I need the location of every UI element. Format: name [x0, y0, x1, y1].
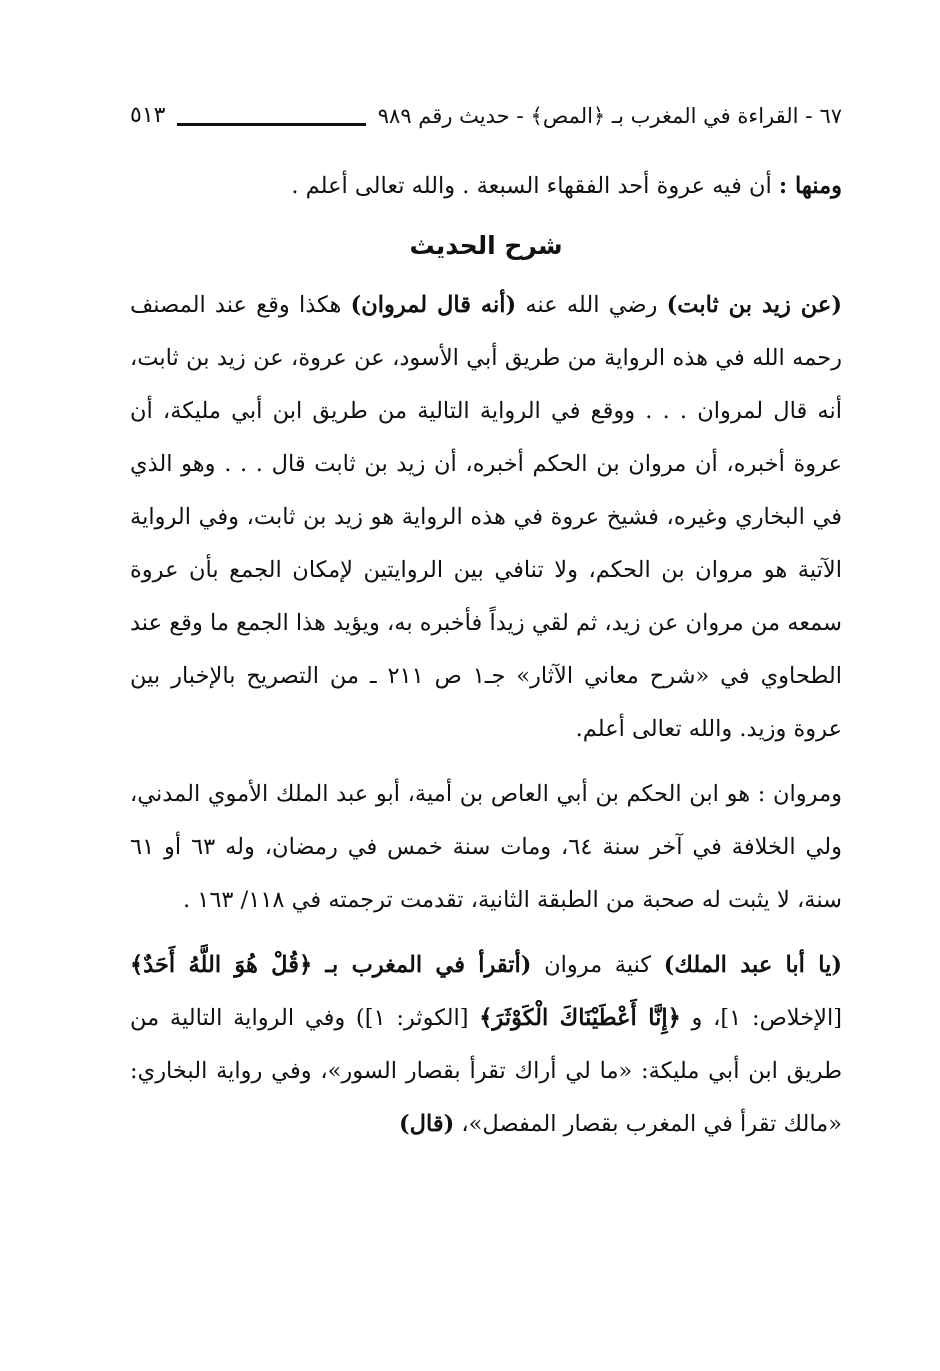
paragraph-3 [130, 939, 842, 1151]
intro-text: أن فيه عروة أحد الفقهاء السبعة . والله تعالى أعلم . [291, 173, 779, 199]
p3-lead3: ﴿إِنَّا أَعْطَيْنَاكَ الْكَوْثَرَ﴾ [479, 1005, 681, 1031]
paragraph-gap [130, 756, 842, 768]
p1-lead2: (أنه قال لمروان) [350, 292, 517, 318]
p3-mid: كنية مروان [531, 952, 664, 978]
paragraph-gap [130, 927, 842, 939]
p1-lead: (عن زيد بن ثابت) [666, 292, 843, 318]
section-heading: شرح الحديث [409, 231, 563, 260]
body-text [130, 160, 842, 1151]
page-number: ٥١٣ [130, 103, 166, 128]
p3-mid2: [الإخلاص: ١]، و [680, 1005, 842, 1031]
intro-lead: ومنها : [778, 173, 842, 199]
p3-lead2: (أتقرأ في المغرب بـ ﴿قُلْ هُوَ اللَّهُ أَحَدٌ﴾ [130, 952, 532, 978]
paragraph-1 [130, 279, 842, 756]
running-header [130, 92, 842, 132]
intro-paragraph [130, 160, 842, 213]
p1-text: هكذا وقع عند المصنف رحمه الله في هذه الرواية من طريق أبي الأسود، عن عروة، عن زيد بن ثابت، أنه قال لمروان . . . ووقع في الرواية التالية من طريق ابن أبي مليكة، أن عروة أخبره، أن مروان بن الحكم أخبره، أن زيد بن ثابت قال . . . وهو الذي في البخاري وغيره، فشيخ عروة في هذه الرواية هو زيد بن ثابت، وفي الرواية الآتية هو مروان بن الحكم، ولا تنافي بين الروايتين لإمكان الجمع بأن عروة سمعه من مروان عن زيد، ثم لقي زيداً فأخبره به، ويؤيد هذا الجمع ما وقع عند الطحاوي في «شرح معاني الآثار» جـ١ ص ٢١١ ـ من التصريح بالإخبار بين عروة وزيد. والله تعالى أعلم. [130, 292, 842, 742]
p3-lead: (يا أبا عبد الملك) [663, 952, 842, 978]
header-title: ٦٧ - القراءة في المغرب بـ ﴿المص﴾ - حديث رقم ٩٨٩ [377, 104, 842, 128]
paragraph-2 [130, 768, 842, 927]
p2-text: ومروان : هو ابن الحكم بن أبي العاص بن أمية، أبو عبد الملك الأموي المدني، ولي الخلافة في آخر سنة ٦٤، ومات سنة خمس في رمضان، وله ٦٣ أو ٦١ سنة، لا يثبت له صحبة من الطبقة الثانية، تقدمت ترجمته في ١١٨/ ١٦٣ . [130, 781, 843, 913]
header-rule [177, 123, 365, 126]
p3-lead4: (قال) [398, 1111, 455, 1137]
p1-mid: رضي الله عنه [516, 292, 667, 318]
p3-text: [الكوثر: ١]) وفي الرواية التالية من طريق ابن أبي مليكة: «ما لي أراك تقرأ بقصار السور»، وفي رواية البخاري: «مالك تقرأ في المغرب بقصار المفصل»، [130, 1005, 842, 1137]
